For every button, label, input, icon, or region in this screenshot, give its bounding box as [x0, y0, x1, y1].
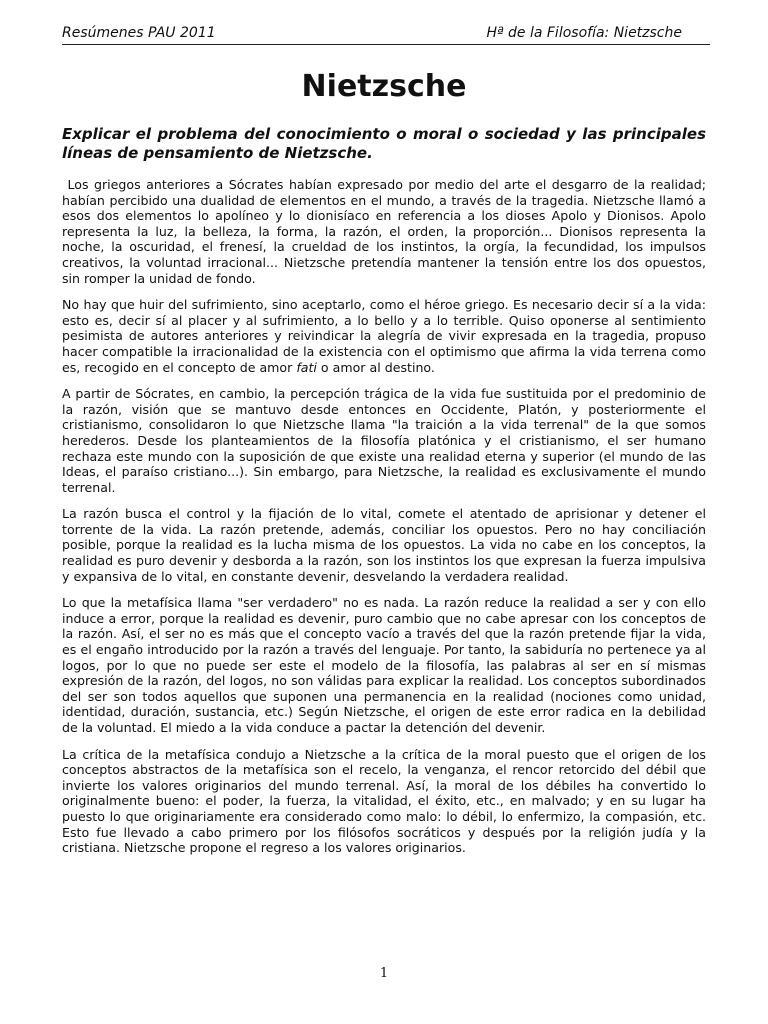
paragraph-2-text-before: No hay que huir del sufrimiento, sino aceptarlo, como el héroe griego. Es necesario decir sí a la vida: esto es, decir sí al placer y al sufrimiento, a lo bello y a lo terrible. Quiso oponerse al sentimiento pesimista de autores anteriores y reivindicar la alegría de vivir expresada en la tragedia, propuso hacer compatible la irracionalidad de la existencia con el optimismo que afirma la vida terrena como es, recogido en el concepto de amor: [62, 297, 706, 375]
paragraph-2: [62, 297, 706, 375]
page-header: [62, 24, 710, 45]
paragraph-1: Los griegos anteriores a Sócrates habían expresado por medio del arte el desgarro de la realidad; habían percibido una dualidad de elementos en el mundo, a través de la tragedia. Nietzsche llamó a esos dos elementos lo apolíneo y lo dionisíaco en referencia a los dioses Apolo y Dionisos. Apolo representa la luz, la belleza, la forma, la razón, el orden, la proporción... Dionisos representa la noche, la oscuridad, el frenesí, la crueldad de los instintos, la orgía, la fecundidad, los impulsos creativos, la voluntad irracional... Nietzsche pretendía mantener la tensión entre los dos opuestos, sin romper la unidad de fondo.: [62, 177, 711, 286]
paragraph-4: La razón busca el control y la fijación de lo vital, comete el atentado de aprisionar y detener el torrente de la vida. La razón pretende, además, conciliar los opuestos. Pero no hay conciliación posible, porque la realidad es la lucha misma de los opuestos. La vida no cabe en los conceptos, la realidad es puro devenir y desborda a la razón, son los instintos los que expresan la fuerza impulsiva y expansiva de lo vital, en constante devenir, desvelando la verdadera realidad.: [62, 506, 706, 584]
paragraph-2-text-after: o amor al destino.: [316, 359, 435, 375]
header-left-text: Resúmenes PAU 2011: [62, 25, 216, 41]
paragraph-3: A partir de Sócrates, en cambio, la percepción trágica de la vida fue sustituida por el predominio de la razón, visión que se mantuvo desde entonces en Occidente, Platón, y posteriormente el cristianismo, consolidaron lo que Nietzsche llama "la traición a la vida terrenal" de la que somos herederos. Desde los planteamientos de la filosofía platónica y el cristianismo, el ser humano rechaza este mundo con la suposición de que existe una realidad eterna y superior (el mundo de las Ideas, el paraíso cristiano...). Sin embargo, para Nietzsche, la realidad es exclusivamente el mundo terrenal.: [62, 386, 706, 495]
document-body: [62, 125, 711, 867]
header-right-text: Hª de la Filosofía: Nietzsche: [486, 25, 682, 41]
page-number: 1: [379, 966, 389, 981]
paragraph-2-italic-term: fati: [296, 359, 317, 375]
question-heading: Explicar el problema del conocimiento o moral o sociedad y las principales líneas de pensamiento de Nietzsche.: [62, 125, 706, 162]
paragraph-5: Lo que la metafísica llama "ser verdadero" no es nada. La razón reduce la realidad a ser y con ello induce a error, porque la realidad es devenir, puro cambio que no cabe apresar con los conceptos de la razón. Así, el ser no es más que el concepto vacío a través del que la razón pretende fijar la vida, es el engaño introducido por la razón a través del lenguaje. Por tanto, la sabiduría no pertenece ya al logos, por lo que no puede ser este el modelo de la filosofía, las palabras al ser en sí mismas expresión de la razón, del logos, no son válidas para explicar la realidad. Los conceptos subordinados del ser son todos aquellos que suponen una permanencia en la realidad (nociones como unidad, identidad, duración, sustancia, etc.) Según Nietzsche, el origen de este error radica en la debilidad de la voluntad. El miedo a la vida conduce a pactar la detención del devenir.: [62, 595, 706, 735]
page-title: Nietzsche: [301, 69, 467, 104]
paragraph-6: La crítica de la metafísica condujo a Nietzsche a la crítica de la moral puesto que el origen de los conceptos abstractos de la metafísica son el recelo, la venganza, el rencor retorcido del débil que invierte los valores originarios del mundo terrenal. Así, la moral de los débiles ha convertido lo originalmente bueno: el poder, la fuerza, la vitalidad, el éxito, etc., en malvado; y en su lugar ha puesto lo que originariamente era considerado como malo: lo débil, lo enfermizo, la compasión, etc. Esto fue llevado a cabo primero por los filósofos socráticos y después por la religión judía y la cristiana. Nietzsche propone el regreso a los valores originarios.: [62, 746, 706, 856]
